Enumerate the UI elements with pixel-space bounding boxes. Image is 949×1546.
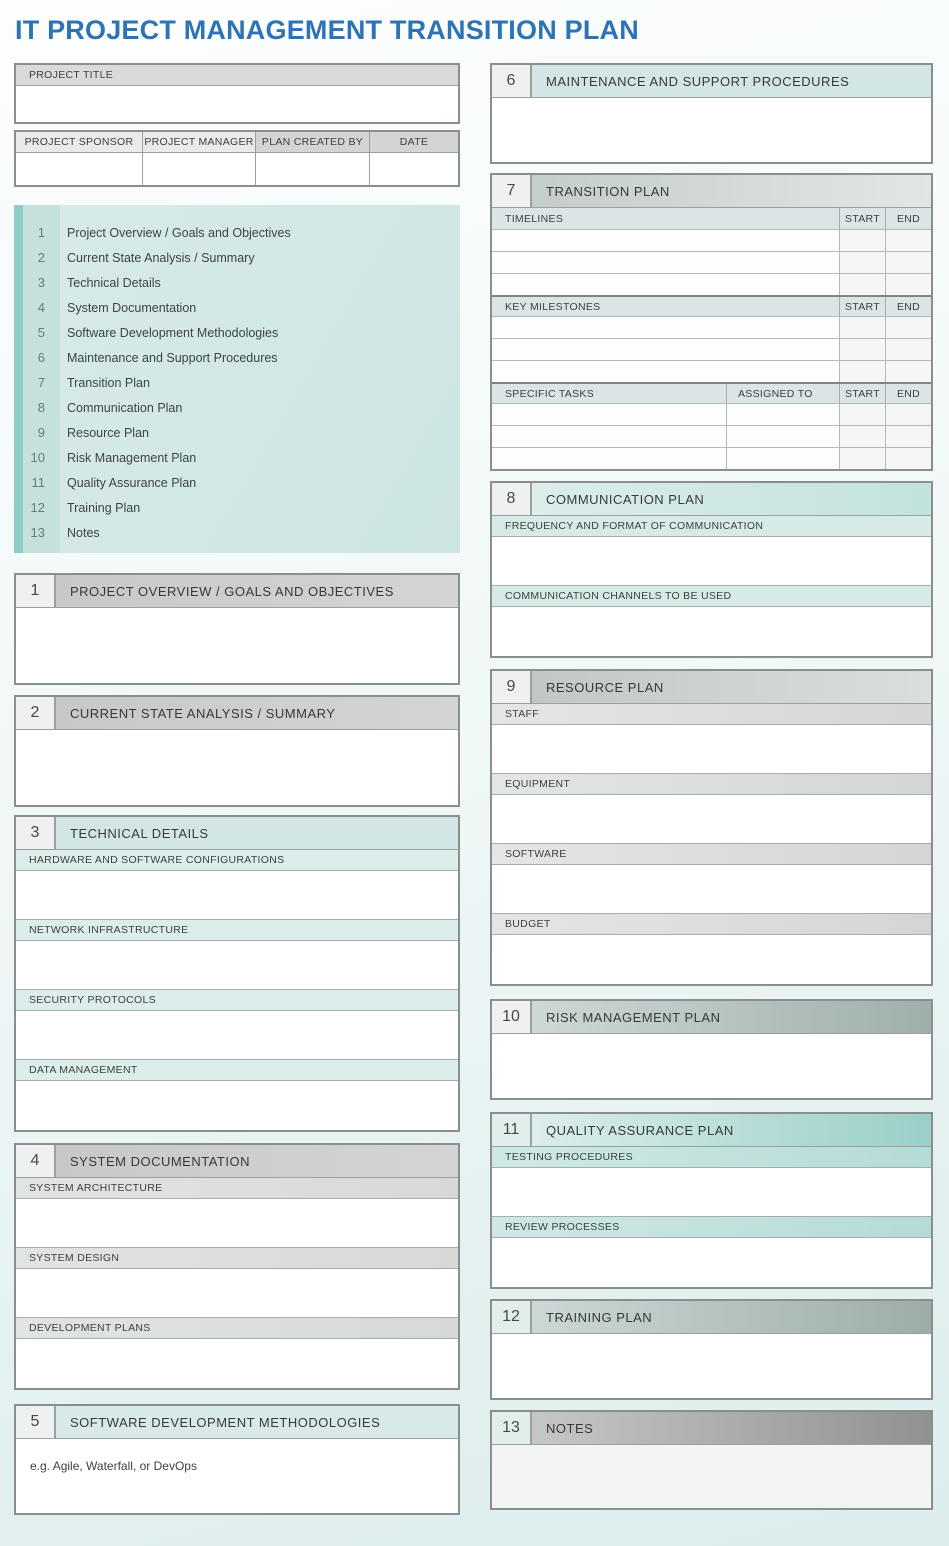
project-info-header-row	[16, 132, 458, 153]
section-1-project-overview	[14, 573, 460, 685]
milestone-input[interactable]	[492, 361, 839, 382]
section-number: 11	[492, 1114, 532, 1146]
start-column-header: START	[839, 208, 885, 229]
section-title: RISK MANAGEMENT PLAN	[532, 1001, 931, 1033]
start-input[interactable]	[839, 252, 885, 273]
project-title-input[interactable]	[16, 86, 458, 122]
milestone-input[interactable]	[492, 317, 839, 338]
timelines-label: TIMELINES	[505, 212, 564, 225]
toc-item-label: Notes	[67, 525, 100, 540]
toc-item-8[interactable]	[14, 395, 460, 420]
toc-item-6[interactable]	[14, 345, 460, 370]
equipment-input[interactable]	[492, 795, 931, 844]
toc-item-label: Maintenance and Support Procedures	[67, 350, 278, 365]
toc-item-label: Training Plan	[67, 500, 141, 515]
section-number: 8	[492, 483, 532, 515]
section-header	[492, 483, 931, 516]
end-input[interactable]	[885, 426, 931, 447]
toc-item-label: Project Overview / Goals and Objectives	[67, 225, 291, 240]
section-header	[16, 1145, 458, 1178]
section-title: TRAINING PLAN	[532, 1301, 931, 1333]
subsection-label: COMMUNICATION CHANNELS TO BE USED	[492, 586, 931, 607]
start-column-header: START	[839, 384, 885, 403]
section-1-input[interactable]	[16, 608, 458, 683]
section-header	[492, 1114, 931, 1147]
communication-channels-input[interactable]	[492, 607, 931, 656]
toc-item-number: 8	[37, 400, 45, 415]
toc-item-label: Transition Plan	[67, 375, 150, 390]
section-number: 1	[16, 575, 56, 607]
toc-item-number: 5	[37, 325, 45, 340]
toc-item-label: Software Development Methodologies	[67, 325, 279, 340]
end-input[interactable]	[885, 448, 931, 469]
section-header	[492, 1001, 931, 1034]
left-column	[14, 63, 460, 1515]
end-input[interactable]	[885, 339, 931, 360]
toc-item-label: Risk Management Plan	[67, 450, 197, 465]
end-input[interactable]	[885, 230, 931, 251]
milestones-label: KEY MILESTONES	[505, 300, 601, 313]
subsection-label: TESTING PROCEDURES	[492, 1147, 931, 1168]
assigned-to-input[interactable]	[726, 448, 839, 469]
milestone-row	[492, 338, 931, 360]
tasks-header-row	[492, 382, 931, 403]
milestone-row	[492, 360, 931, 382]
section-6-input[interactable]	[492, 98, 931, 162]
section-header	[492, 1301, 931, 1334]
subsection-label: SECURITY PROTOCOLS	[16, 990, 458, 1011]
section-8-communication-plan	[490, 481, 933, 658]
project-sponsor-input[interactable]	[16, 153, 142, 185]
section-header	[16, 697, 458, 730]
start-input[interactable]	[839, 448, 885, 469]
subsection-label: DATA MANAGEMENT	[16, 1060, 458, 1081]
toc-item-number: 7	[37, 375, 45, 390]
end-column-header: END	[885, 384, 931, 403]
section-11-quality-assurance	[490, 1112, 933, 1289]
section-number: 6	[492, 65, 532, 97]
project-manager-header: PROJECT MANAGER	[142, 132, 255, 152]
assigned-to-input[interactable]	[726, 426, 839, 447]
milestones-header-row	[492, 295, 931, 316]
section-title: COMMUNICATION PLAN	[532, 483, 931, 515]
section-number: 9	[492, 671, 532, 703]
section-title: QUALITY ASSURANCE PLAN	[532, 1114, 931, 1146]
section-number: 4	[16, 1145, 56, 1177]
section-13-notes	[490, 1410, 933, 1510]
task-input[interactable]	[492, 404, 726, 425]
subsection-label: FREQUENCY AND FORMAT OF COMMUNICATION	[492, 516, 931, 537]
end-column-header: END	[885, 297, 931, 316]
task-input[interactable]	[492, 448, 726, 469]
section-title: SYSTEM DOCUMENTATION	[56, 1145, 458, 1177]
hardware-software-input[interactable]	[16, 871, 458, 920]
toc-item-number: 1	[37, 225, 45, 240]
subsection-label: REVIEW PROCESSES	[492, 1217, 931, 1238]
section-2-current-state	[14, 695, 460, 807]
toc-item-5[interactable]	[14, 320, 460, 345]
end-column-header: END	[885, 208, 931, 229]
start-input[interactable]	[839, 404, 885, 425]
subsection-label: SYSTEM DESIGN	[16, 1248, 458, 1269]
toc-item-11[interactable]	[14, 470, 460, 495]
section-title: MAINTENANCE AND SUPPORT PROCEDURES	[532, 65, 931, 97]
section-number: 12	[492, 1301, 532, 1333]
toc-item-number: 11	[31, 475, 45, 490]
toc-item-4[interactable]	[14, 295, 460, 320]
toc-item-12[interactable]	[14, 495, 460, 520]
development-plans-input[interactable]	[16, 1339, 458, 1388]
start-input[interactable]	[839, 317, 885, 338]
end-input[interactable]	[885, 274, 931, 295]
toc-item-10[interactable]	[14, 445, 460, 470]
section-10-input[interactable]	[492, 1034, 931, 1098]
content-columns	[0, 63, 949, 1515]
toc-item-label: Communication Plan	[67, 400, 183, 415]
section-number: 10	[492, 1001, 532, 1033]
milestone-input[interactable]	[492, 339, 839, 360]
section-title: CURRENT STATE ANALYSIS / SUMMARY	[56, 697, 458, 729]
section-title: TRANSITION PLAN	[532, 175, 931, 207]
section-title: NOTES	[532, 1412, 931, 1444]
section-5-software-methodologies	[14, 1404, 460, 1515]
section-4-system-documentation	[14, 1143, 460, 1390]
timeline-input[interactable]	[492, 230, 839, 251]
task-row	[492, 403, 931, 425]
section-title: SOFTWARE DEVELOPMENT METHODOLOGIES	[56, 1406, 458, 1438]
end-input[interactable]	[885, 361, 931, 382]
subsection-label: HARDWARE AND SOFTWARE CONFIGURATIONS	[16, 850, 458, 871]
section-header	[492, 1412, 931, 1445]
start-column-header: START	[839, 297, 885, 316]
subsection-label: BUDGET	[492, 914, 931, 935]
end-input[interactable]	[885, 252, 931, 273]
budget-input[interactable]	[492, 935, 931, 984]
start-input[interactable]	[839, 230, 885, 251]
toc-item-7[interactable]	[14, 370, 460, 395]
toc-item-number: 13	[30, 525, 45, 540]
toc-item-number: 12	[30, 500, 45, 515]
system-architecture-input[interactable]	[16, 1199, 458, 1248]
timeline-row	[492, 273, 931, 295]
right-column	[490, 63, 933, 1515]
section-title: RESOURCE PLAN	[532, 671, 931, 703]
tasks-label: SPECIFIC TASKS	[505, 387, 594, 400]
milestone-row	[492, 316, 931, 338]
subsection-label: SOFTWARE	[492, 844, 931, 865]
plan-created-by-input[interactable]	[255, 153, 369, 185]
toc-list	[14, 205, 460, 545]
timelines-header-row	[492, 208, 931, 229]
section-5-input[interactable]: e.g. Agile, Waterfall, or DevOps	[16, 1439, 458, 1513]
toc-item-label: Current State Analysis / Summary	[67, 250, 255, 265]
project-info-table	[14, 130, 460, 187]
section-title: PROJECT OVERVIEW / GOALS AND OBJECTIVES	[56, 575, 458, 607]
toc-item-label: Quality Assurance Plan	[67, 475, 197, 490]
review-processes-input[interactable]	[492, 1238, 931, 1287]
task-row	[492, 447, 931, 469]
assigned-to-input[interactable]	[726, 404, 839, 425]
timeline-row	[492, 251, 931, 273]
project-title-label: PROJECT TITLE	[16, 65, 458, 86]
section-header	[492, 671, 931, 704]
task-input[interactable]	[492, 426, 726, 447]
section-7-transition-plan	[490, 173, 933, 471]
subsection-label: DEVELOPMENT PLANS	[16, 1318, 458, 1339]
plan-created-by-header: PLAN CREATED BY	[255, 132, 369, 152]
section-6-maintenance-support	[490, 63, 933, 164]
software-input[interactable]	[492, 865, 931, 914]
security-protocols-input[interactable]	[16, 1011, 458, 1060]
start-input[interactable]	[839, 339, 885, 360]
section-12-training-plan	[490, 1299, 933, 1400]
toc-item-number: 6	[37, 350, 45, 365]
end-input[interactable]	[885, 404, 931, 425]
date-input[interactable]	[369, 153, 458, 185]
date-header: DATE	[369, 132, 458, 152]
section-13-input[interactable]	[492, 1445, 931, 1508]
system-design-input[interactable]	[16, 1269, 458, 1318]
testing-procedures-input[interactable]	[492, 1168, 931, 1217]
toc-item-number: 4	[37, 300, 45, 315]
toc-item-number: 9	[37, 425, 45, 440]
page-title: IT PROJECT MANAGEMENT TRANSITION PLAN	[15, 15, 639, 45]
section-header	[16, 1406, 458, 1439]
task-row	[492, 425, 931, 447]
end-input[interactable]	[885, 317, 931, 338]
toc-item-9[interactable]	[14, 420, 460, 445]
toc-item-label: Technical Details	[67, 275, 161, 290]
project-info-value-row	[16, 153, 458, 185]
subsection-label: SYSTEM ARCHITECTURE	[16, 1178, 458, 1199]
table-of-contents	[14, 205, 460, 553]
project-sponsor-header: PROJECT SPONSOR	[16, 132, 142, 152]
subsection-label: STAFF	[492, 704, 931, 725]
staff-input[interactable]	[492, 725, 931, 774]
toc-item-2[interactable]	[14, 245, 460, 270]
toc-item-label: Resource Plan	[67, 425, 149, 440]
section-header	[492, 175, 931, 208]
assigned-to-column-header: ASSIGNED TO	[726, 384, 839, 403]
project-manager-input[interactable]	[142, 153, 255, 185]
timeline-input[interactable]	[492, 274, 839, 295]
section-header	[16, 575, 458, 608]
section-2-input[interactable]	[16, 730, 458, 805]
toc-item-number: 2	[37, 250, 45, 265]
toc-item-1[interactable]	[14, 220, 460, 245]
project-title-block	[14, 63, 460, 124]
start-input[interactable]	[839, 274, 885, 295]
section-10-risk-management	[490, 999, 933, 1100]
section-9-resource-plan	[490, 669, 933, 986]
start-input[interactable]	[839, 361, 885, 382]
section-title: TECHNICAL DETAILS	[56, 817, 458, 849]
section-header	[492, 65, 931, 98]
frequency-format-input[interactable]	[492, 537, 931, 586]
start-input[interactable]	[839, 426, 885, 447]
section-number: 5	[16, 1406, 56, 1438]
section-number: 2	[16, 697, 56, 729]
toc-item-13[interactable]	[14, 520, 460, 545]
data-management-input[interactable]	[16, 1081, 458, 1130]
timeline-input[interactable]	[492, 252, 839, 273]
subsection-label: EQUIPMENT	[492, 774, 931, 795]
toc-item-number: 10	[30, 450, 45, 465]
section-number: 7	[492, 175, 532, 207]
section-3-technical-details	[14, 815, 460, 1132]
timeline-row	[492, 229, 931, 251]
section-number: 13	[492, 1412, 532, 1444]
toc-item-number: 3	[37, 275, 45, 290]
toc-item-label: System Documentation	[67, 300, 197, 315]
section-header	[16, 817, 458, 850]
section-12-input[interactable]	[492, 1334, 931, 1398]
section-number: 3	[16, 817, 56, 849]
toc-item-3[interactable]	[14, 270, 460, 295]
network-infrastructure-input[interactable]	[16, 941, 458, 990]
subsection-label: NETWORK INFRASTRUCTURE	[16, 920, 458, 941]
